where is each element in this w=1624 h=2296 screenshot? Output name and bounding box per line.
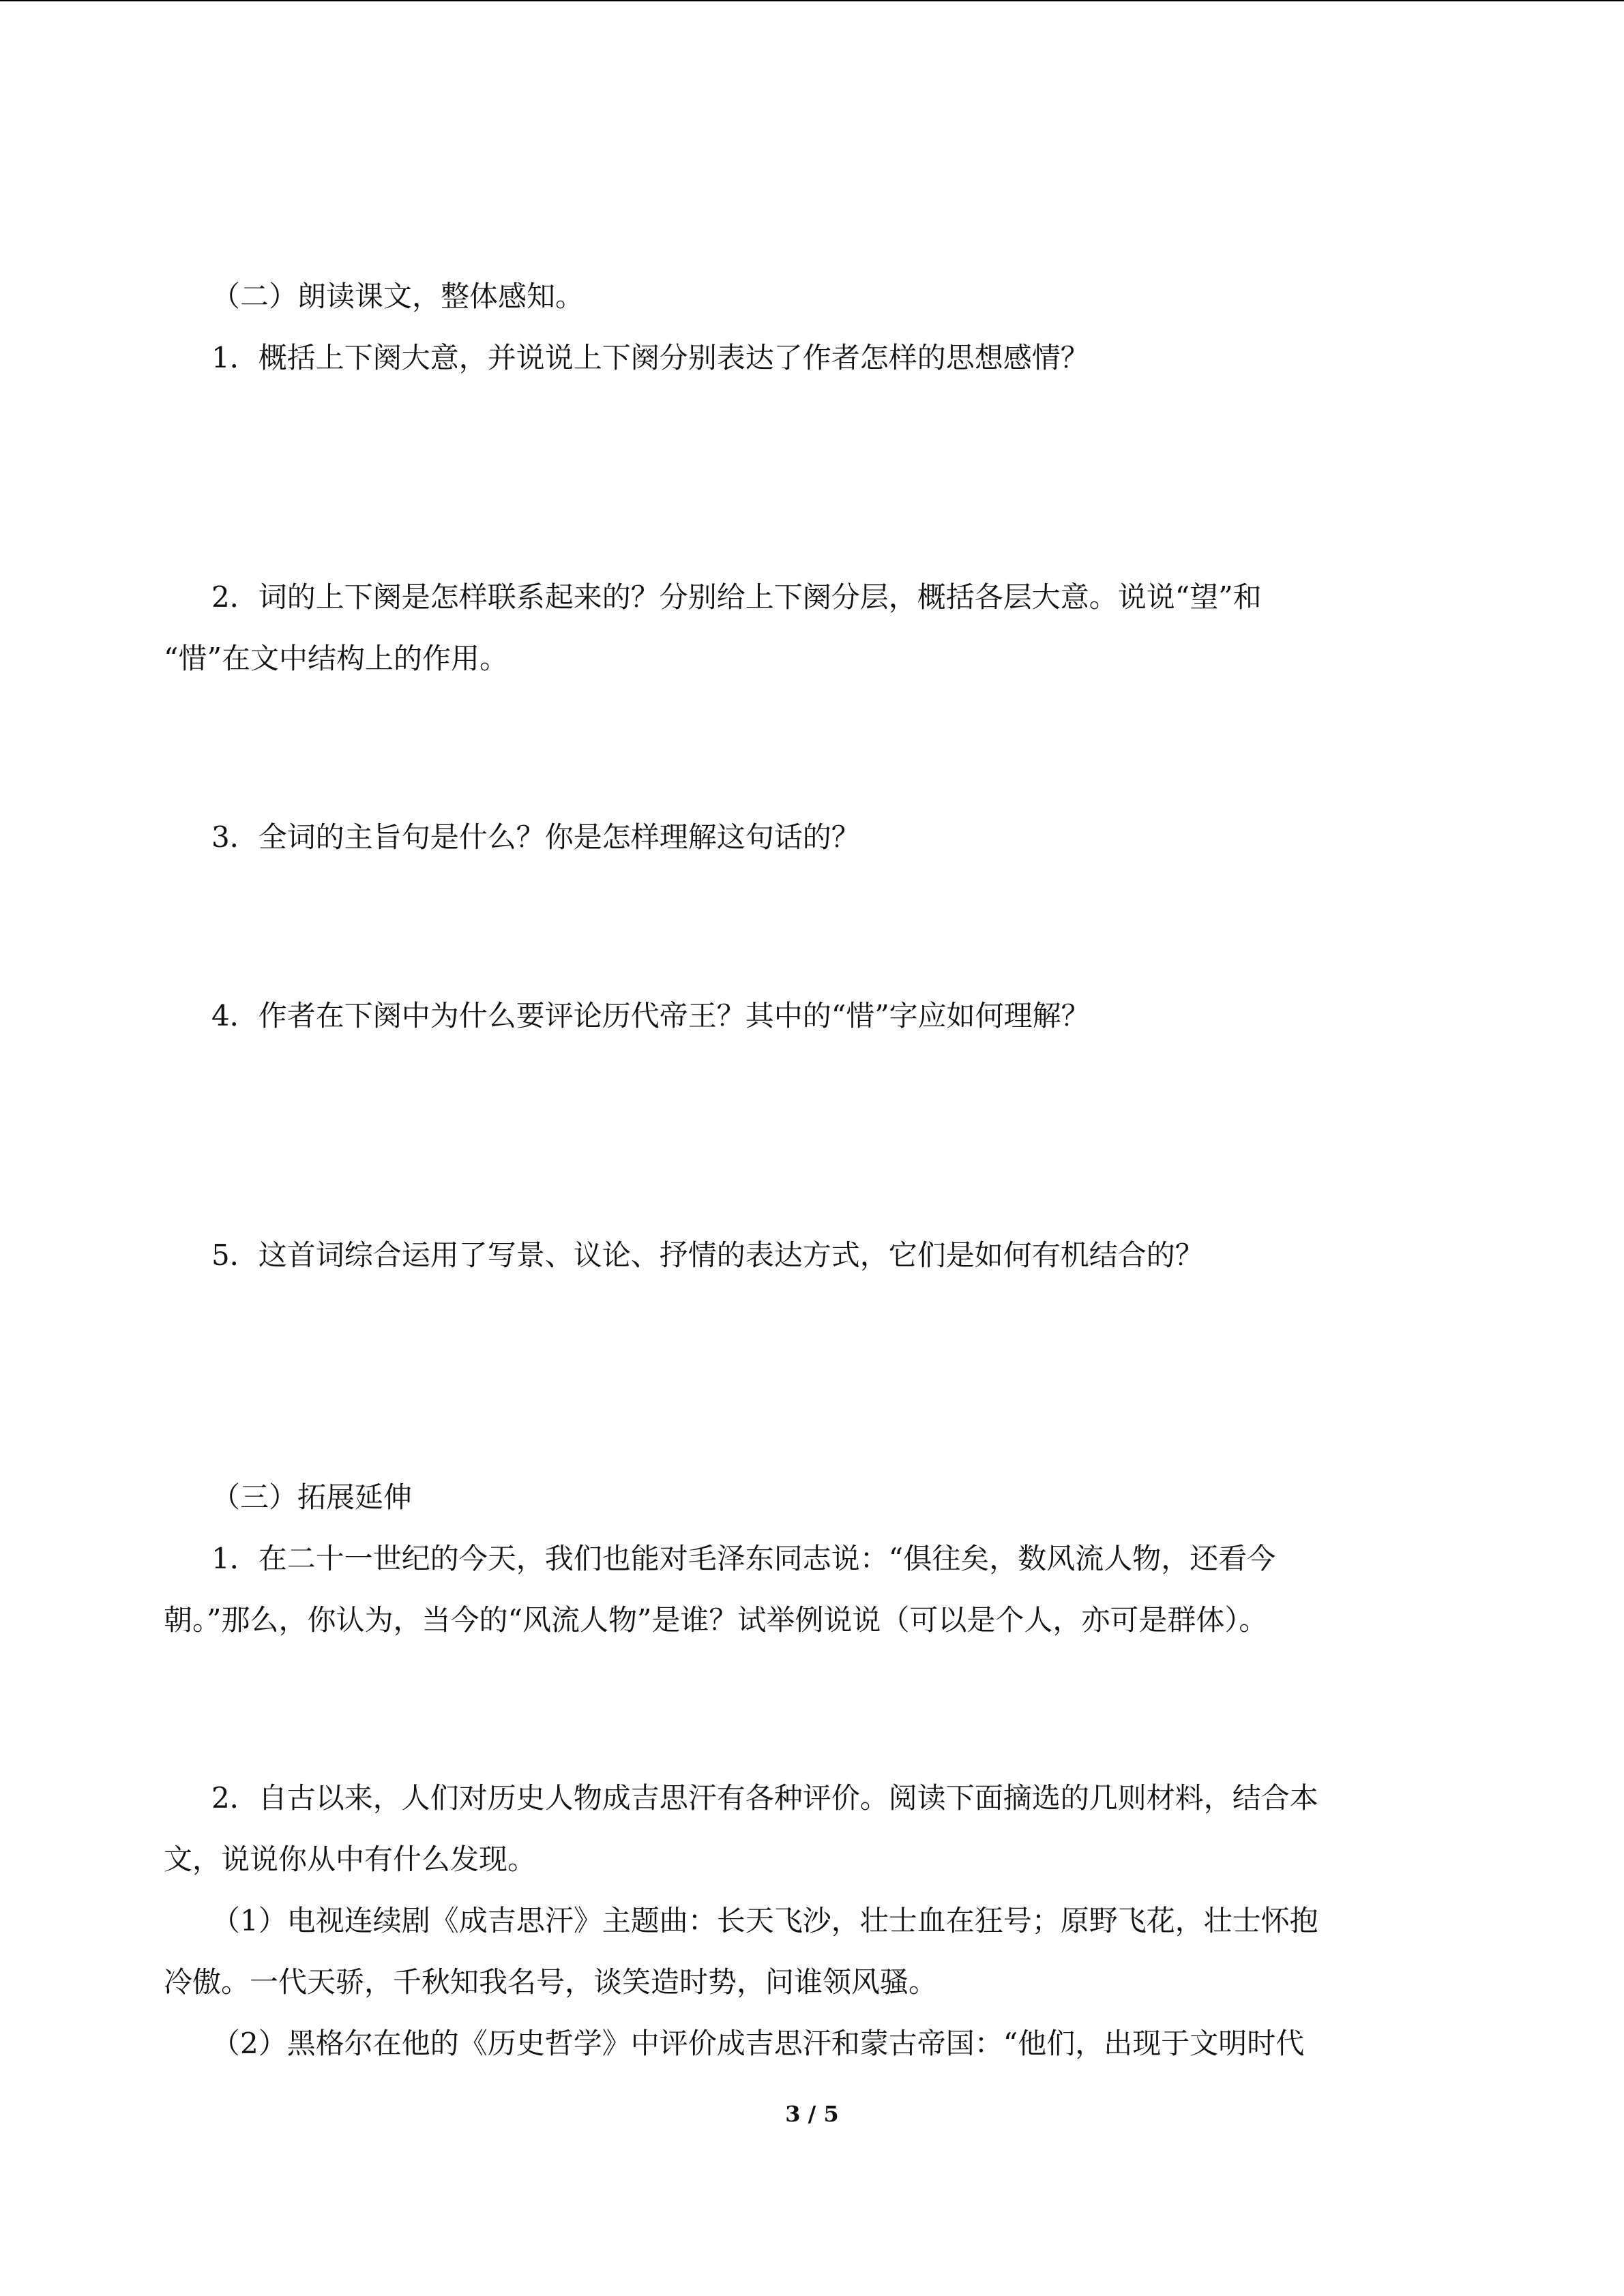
question-2-4: 4．作者在下阕中为什么要评论历代帝王？其中的“惜”字应如何理解？	[211, 999, 1090, 1032]
section-heading-2: （二）朗读课文，整体感知。	[211, 280, 585, 313]
question-3-1-line2: 朝。”那么，你认为，当今的“风流人物”是谁？试举例说说（可以是个人，亦可是群体）。	[164, 1603, 1268, 1637]
question-3-1-line1: 1．在二十一世纪的今天，我们也能对毛泽东同志说：“俱往矣，数风流人物，还看今	[211, 1542, 1276, 1575]
question-2-1: 1．概括上下阕大意，并说说上下阕分别表达了作者怎样的思想感情？	[211, 341, 1089, 374]
material-1-line2: 冷傲。一代天骄，千秋知我名号，谈笑造时势，问谁领风骚。	[164, 1965, 938, 1999]
question-2-2-line2: “惜”在文中结构上的作用。	[164, 642, 508, 675]
material-2-line1: （2）黑格尔在他的《历史哲学》中评价成吉思汗和蒙古帝国：“他们，出现于文明时代	[211, 2027, 1305, 2060]
question-3-2-line1: 2．自古以来，人们对历史人物成吉思汗有各种评价。阅读下面摘选的几则材料，结合本	[211, 1781, 1318, 1815]
page-number: 3 / 5	[785, 2101, 839, 2127]
question-2-3: 3．全词的主旨句是什么？你是怎样理解这句话的？	[211, 820, 860, 854]
question-2-5: 5．这首词综合运用了写景、议论、抒情的表达方式，它们是如何有机结合的？	[211, 1238, 1204, 1272]
material-1-line1: （1）电视连续剧《成吉思汗》主题曲：长天飞沙，壮士血在狂号；原野飞花，壮士怀抱	[211, 1904, 1318, 1937]
question-2-2-line1: 2．词的上下阕是怎样联系起来的？分别给上下阕分层，概括各层大意。说说“望”和	[211, 580, 1262, 614]
question-3-2-line2: 文，说说你从中有什么发现。	[164, 1843, 537, 1876]
section-heading-3: （三）拓展延伸	[211, 1480, 413, 1514]
